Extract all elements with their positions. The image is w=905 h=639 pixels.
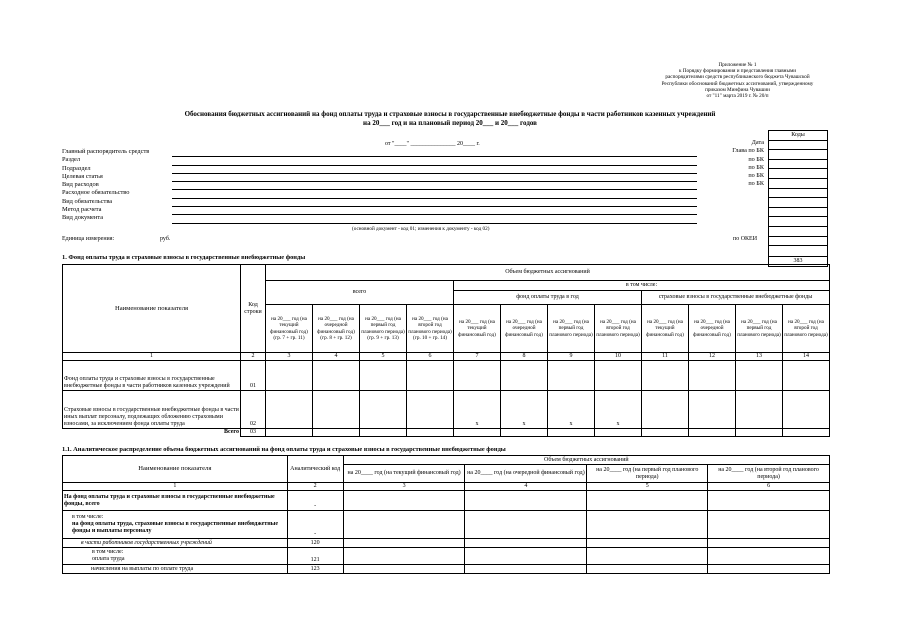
col-number: 8	[501, 353, 548, 361]
header-fields	[62, 148, 162, 223]
value-cell[interactable]	[360, 361, 407, 391]
total-label: Всего	[63, 429, 241, 437]
value-cell[interactable]	[736, 361, 783, 391]
total-row	[63, 429, 830, 437]
unit-label: Единица измерения:	[62, 236, 115, 242]
title-line-2: на 20___ год и на плановый период 20___ и 20___ годов	[363, 119, 537, 127]
value-cell[interactable]	[465, 565, 587, 574]
section1-title: 1. Фонд оплаты труда и страховые взносы в государственные внебюджетные фонды	[62, 254, 306, 261]
table-row	[63, 548, 830, 565]
value-cell[interactable]	[454, 361, 501, 391]
total-code: 03	[241, 429, 266, 437]
col-number: 6	[407, 353, 454, 361]
col-number: 4	[465, 483, 587, 491]
col-number: 3	[266, 353, 313, 361]
value-cell[interactable]	[783, 391, 830, 429]
value-cell[interactable]	[501, 429, 548, 437]
appendix-line: от "11" марта 2019 г. № 20/п	[706, 93, 769, 100]
field-input-line[interactable]	[172, 174, 697, 182]
value-cell[interactable]	[465, 539, 587, 548]
field-label: Вид расходов	[62, 181, 99, 189]
period-header: на 20___ год (на текущий финансовый год) (гр. 7 + гр. 11)	[266, 305, 313, 353]
value-cell[interactable]	[708, 511, 830, 539]
value-cell[interactable]	[587, 491, 708, 511]
volume-header: Объем бюджетных ассигнований	[266, 265, 830, 281]
period-header: на 20___ год (на очередной финансовый год) (гр. 8 + гр. 12)	[313, 305, 360, 353]
field-input-line[interactable]	[172, 207, 697, 215]
code-cell[interactable]	[768, 208, 828, 218]
period-header: на 20____ год (на первый год планового периода)	[587, 465, 708, 483]
value-cell[interactable]	[465, 491, 587, 511]
code-cell[interactable]	[768, 237, 828, 247]
right-label: по БК	[748, 180, 764, 188]
period-header: на 20___ год (на первый год планового периода)	[736, 305, 783, 353]
row-code: 02	[241, 391, 266, 429]
period-header: на 20___ год (на второй год планового периода)	[595, 305, 642, 353]
period-header: на 20____ год (на текущий финансовый год)	[343, 465, 465, 483]
value-cell[interactable]	[407, 391, 454, 429]
unit-value: руб.	[160, 236, 171, 242]
period-header: на 20___ год (на второй год планового периода)	[783, 305, 830, 353]
x-mark: x	[595, 391, 642, 429]
value-cell[interactable]	[343, 491, 465, 511]
value-cell[interactable]	[689, 429, 736, 437]
value-cell[interactable]	[595, 429, 642, 437]
col-number: 14	[783, 353, 830, 361]
field-label: Вид обязательства	[62, 197, 113, 205]
table-row	[63, 511, 830, 539]
row-name: в части работников государственных учреждений	[63, 539, 288, 548]
field-input-line[interactable]	[172, 148, 697, 157]
code-cell[interactable]	[768, 198, 828, 208]
document-note: (основной документ - код 01; изменения к документу - код 02)	[352, 226, 490, 232]
period-header: на 20___ год (на первый год планового периода) (гр. 9 + гр. 13)	[360, 305, 407, 353]
table-row	[63, 361, 830, 391]
col-number: 4	[313, 353, 360, 361]
row-subheading: в том числе:	[92, 549, 124, 555]
row-code: 121	[287, 548, 343, 565]
okei-code: 383	[768, 257, 828, 267]
right-labels	[700, 139, 764, 189]
value-cell[interactable]	[465, 548, 587, 565]
right-label: по БК	[748, 163, 764, 171]
x-mark: x	[501, 391, 548, 429]
col-number: 6	[708, 483, 830, 491]
value-cell[interactable]	[689, 361, 736, 391]
value-cell[interactable]	[343, 565, 465, 574]
row-code: 120	[287, 539, 343, 548]
col-code-header: Аналитический код	[287, 456, 343, 483]
field-label: Метод расчета	[62, 206, 102, 214]
appendix-line: Республики обоснований бюджетных ассигнований, утвержденному	[661, 80, 814, 87]
value-cell[interactable]	[266, 429, 313, 437]
field-input-line[interactable]	[172, 157, 697, 165]
row-name: Фонд оплаты труда и страховые взносы в государственные внебюджетные фонды в части работников казенных учреждений	[63, 361, 241, 391]
value-cell[interactable]	[689, 391, 736, 429]
col-number: 2	[287, 483, 343, 491]
x-mark: x	[548, 391, 595, 429]
field-label: Вид документа	[62, 214, 104, 222]
col-number: 7	[454, 353, 501, 361]
value-cell[interactable]	[708, 539, 830, 548]
code-cell[interactable]	[768, 150, 828, 160]
value-cell[interactable]	[407, 361, 454, 391]
codes-box	[768, 130, 828, 267]
volume-header: Объем бюджетных ассигнований	[343, 456, 829, 465]
value-cell[interactable]	[360, 429, 407, 437]
document-title	[150, 110, 750, 128]
field-input-line[interactable]	[172, 166, 697, 174]
right-label: Дата	[751, 139, 764, 146]
section11-table	[62, 455, 830, 574]
period-header: на 20___ год (на первый год планового периода)	[548, 305, 595, 353]
value-cell[interactable]	[313, 391, 360, 429]
value-cell[interactable]	[343, 548, 465, 565]
field-input-line[interactable]	[172, 190, 697, 198]
value-cell[interactable]	[736, 429, 783, 437]
incl-header: в том числе:	[454, 281, 830, 291]
row-name: оплата труда	[92, 556, 125, 562]
col-number: 11	[642, 353, 689, 361]
row-subheading: в том числе:	[72, 514, 104, 520]
value-cell[interactable]	[266, 361, 313, 391]
value-cell[interactable]	[343, 539, 465, 548]
row-name-cell	[63, 511, 288, 539]
value-cell[interactable]	[708, 491, 830, 511]
value-cell[interactable]	[642, 391, 689, 429]
value-cell[interactable]	[313, 361, 360, 391]
value-cell[interactable]	[783, 361, 830, 391]
value-cell[interactable]	[454, 429, 501, 437]
field-input-line[interactable]	[172, 199, 697, 207]
value-cell[interactable]	[708, 565, 830, 574]
table-row	[63, 391, 830, 429]
period-header: на 20___ год (на второй год планового периода) (гр. 10 + гр. 14)	[407, 305, 454, 353]
appendix-line: Приложение № 1	[718, 62, 757, 68]
table-row	[63, 539, 830, 548]
code-cell[interactable]	[768, 141, 828, 151]
row-name: начисления на выплаты по оплате труда	[63, 565, 288, 574]
value-cell[interactable]	[266, 391, 313, 429]
appendix-line: распорядителями средств республиканского бюджета Чувашской	[665, 74, 810, 81]
row-name-cell	[63, 548, 288, 565]
code-cell[interactable]	[768, 160, 828, 170]
value-cell[interactable]	[587, 548, 708, 565]
appendix-line: приказом Минфина Чувашии	[705, 86, 770, 93]
code-cell[interactable]	[768, 179, 828, 189]
period-header: на 20____ год (на очередной финансовый год)	[465, 465, 587, 483]
row-name: На фонд оплаты труда и страховые взносы в государственные внебюджетные фонды, всего	[63, 491, 288, 511]
codes-header: Коды	[768, 130, 828, 141]
value-cell[interactable]	[587, 511, 708, 539]
col-name-header: Наименование показателя	[63, 456, 288, 483]
col-number: 13	[736, 353, 783, 361]
col-number: 5	[360, 353, 407, 361]
code-cell[interactable]	[768, 189, 828, 199]
field-label: Главный распорядитель средств	[62, 148, 150, 155]
col-number: 9	[548, 353, 595, 361]
right-label: по БК	[748, 172, 764, 180]
col-number: 1	[63, 483, 288, 491]
value-cell[interactable]	[642, 361, 689, 391]
row-code: -	[287, 511, 343, 539]
table-row	[63, 565, 830, 574]
value-cell[interactable]	[548, 429, 595, 437]
value-cell[interactable]	[343, 511, 465, 539]
period-header: на 20____ год (на второй год планового периода)	[708, 465, 830, 483]
row-name: на фонд оплаты труда, страховые взносы в государственные внебюджетные фонды и выплаты персоналу	[72, 521, 279, 534]
total-header: всего	[266, 281, 454, 305]
value-cell[interactable]	[360, 391, 407, 429]
col-number: 3	[343, 483, 465, 491]
period-header: на 20___ год (на текущий финансовый год)	[642, 305, 689, 353]
value-cell[interactable]	[736, 391, 783, 429]
table-row	[63, 491, 830, 511]
field-input-line[interactable]	[172, 182, 697, 190]
row-code: 123	[287, 565, 343, 574]
value-cell[interactable]	[501, 361, 548, 391]
title-line-1: Обоснования бюджетных ассигнований на фонд оплаты труда и страховые взносы в государственные внебюджетные фонды в части работников казенных учреждений	[184, 110, 716, 118]
field-label: Раздел	[62, 156, 81, 164]
value-cell[interactable]	[595, 361, 642, 391]
code-cell[interactable]	[768, 169, 828, 179]
code-cell[interactable]	[768, 227, 828, 237]
col-number: 10	[595, 353, 642, 361]
section1-table	[62, 264, 830, 437]
field-label: Расходное обязательство	[62, 189, 130, 197]
field-input-line[interactable]	[172, 215, 697, 223]
period-header: на 20___ год (на очередной финансовый год)	[689, 305, 736, 353]
field-label: Целевая статья	[62, 172, 103, 180]
fot-header: фонд оплаты труда в год	[454, 291, 642, 305]
code-cell[interactable]	[768, 217, 828, 227]
value-cell[interactable]	[783, 429, 830, 437]
row-name: Страховые взносы в государственные внебюджетные фонды в части иных выплат персоналу, подлежащих обложению страховыми взносами, за исключением фонда оплаты труда	[63, 391, 241, 429]
value-cell[interactable]	[642, 429, 689, 437]
value-cell[interactable]	[587, 539, 708, 548]
date-line: от "____" _______________ 20____ г.	[385, 141, 480, 147]
col-name-header: Наименование показателя	[63, 265, 241, 353]
col-number: 1	[63, 353, 241, 361]
col-number: 2	[241, 353, 266, 361]
right-label: Глава по БК	[732, 147, 764, 155]
value-cell[interactable]	[313, 429, 360, 437]
value-cell[interactable]	[548, 361, 595, 391]
value-cell[interactable]	[708, 548, 830, 565]
value-cell[interactable]	[407, 429, 454, 437]
value-cell[interactable]	[587, 565, 708, 574]
field-label: Подраздел	[62, 164, 91, 172]
right-label: по БК	[748, 155, 764, 163]
col-number: 12	[689, 353, 736, 361]
x-mark: x	[454, 391, 501, 429]
appendix-note	[620, 62, 855, 99]
section11-title: 1.1. Аналитическое распределение объема бюджетных ассигнований на фонд оплаты труда и страховые взносы в государственные внебюджетные фонды	[62, 446, 506, 453]
header-field-lines	[172, 148, 697, 224]
col-number: 5	[587, 483, 708, 491]
row-code: 01	[241, 361, 266, 391]
value-cell[interactable]	[465, 511, 587, 539]
okei-label: по ОКЕИ	[733, 236, 758, 242]
col-code-header: Код строки	[241, 265, 266, 353]
appendix-line: к Порядку формирования и представления главными	[678, 68, 797, 75]
period-header: на 20___ год (на очередной финансовый год)	[501, 305, 548, 353]
period-header: на 20___ год (на текущий финансовый год)	[454, 305, 501, 353]
row-code: -	[287, 491, 343, 511]
code-cell[interactable]	[768, 246, 828, 257]
ins-header: страховые взносы в государственные внебюджетные фонды	[642, 291, 830, 305]
